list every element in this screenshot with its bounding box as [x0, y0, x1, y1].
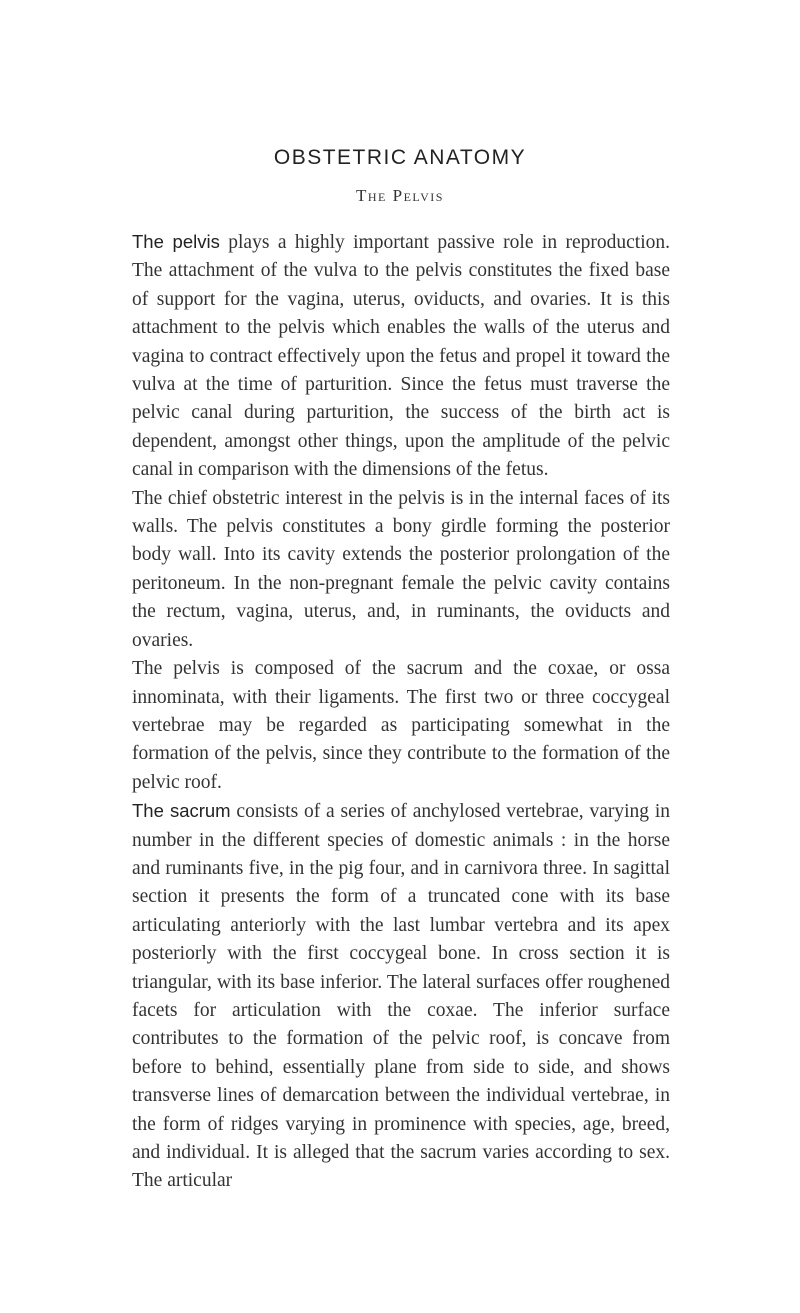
paragraph-lead-term: The pelvis: [132, 231, 220, 252]
paragraph-text: The pelvis is composed of the sacrum and the coxae, or ossa innominata, with their ligaments. The first two or three coccygeal vertebrae may be regarded as participating somewhat in the formation of the pelvis, since they contribute to the formation of the pelvic roof.: [132, 658, 670, 793]
paragraph-obstetric-interest: [132, 485, 670, 655]
paragraph-lead-term: The sacrum: [132, 800, 231, 822]
paragraph-text: consists of a series of anchylosed vertebrae, varying in number in the different species of domestic animals : in the horse and ruminants five, in the pig four, and in carnivora three. In sagittal section it presents the form of a truncated cone with its base articulating anteriorly with the last lumbar vertebra and its apex posteriorly with the first coccygeal bone. In cross section it is triangular, with its base inferior. The lateral surfaces offer roughened facets for articulation with the coxae. The inferior surface contributes to the formation of the pelvic roof, is concave from before to behind, essentially plane from side to side, and shows transverse lines of demarcation between the individual vertebrae, in the form of ridges varying in prominence with species, age, breed, and individual. It is alleged that the sacrum varies according to sex. The articular: [132, 801, 671, 1192]
section-title: The Pelvis: [356, 186, 444, 205]
running-head: OBSTETRIC ANATOMY: [273, 146, 527, 169]
paragraph-text: The chief obstetric interest in the pelvis is in the internal faces of its walls. The pelvis constitutes a bony girdle forming the posterior body wall. Into its cavity extends the posterior prolongation of the peritoneum. In the non-pregnant female the pelvic cavity contains the rectum, vagina, uterus, and, in ruminants, the oviducts and ovaries.: [132, 487, 670, 651]
paragraph-text: plays a highly important passive role in reproduction. The attachment of the vulva to the pelvis constitutes the fixed base of support for the vagina, uterus, oviducts, and ovaries. It is this attachment to the pelvis which enables the walls of the uterus and vagina to contract effectively upon the fetus and propel it toward the vulva at the time of parturition. Since the fetus must traverse the pelvic canal during parturition, the success of the birth act is dependent, amongst other things, upon the amplitude of the pelvic canal in comparison with the dimensions of the fetus.: [132, 232, 670, 481]
paragraph-sacrum: [132, 797, 670, 1196]
body-text: [132, 228, 670, 1196]
paragraph-pelvis-role: [132, 228, 670, 485]
paragraph-pelvis-composition: [132, 655, 670, 797]
